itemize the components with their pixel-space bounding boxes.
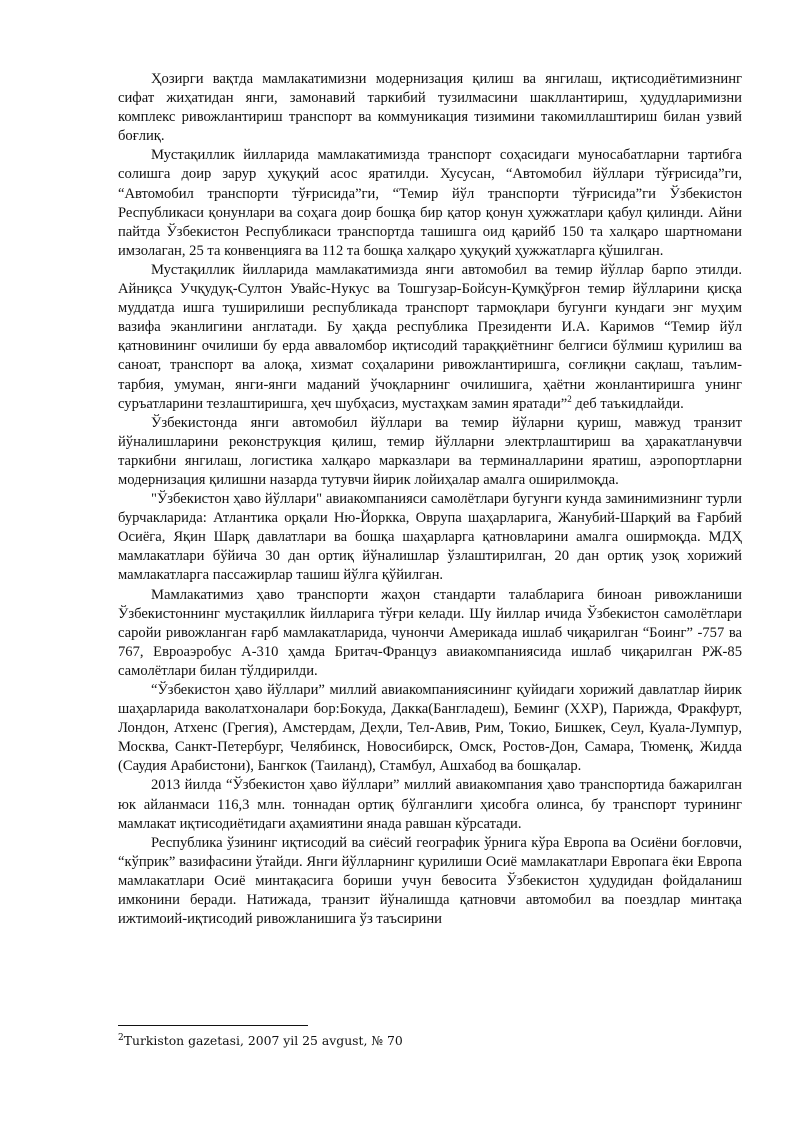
paragraph-4: Ўзбекистонда янги автомобил йўллари ва темир йўларни қуриш, мавжуд транзит йўналишларини реконструкция қилиш, темир йўлларни электрлаштириш ва ҳаракатланувчи таркибни янгилаш, логистика халқаро марказлари ва терминалларини яратиш, аэропортларни модернизация қилишни назарда тутувчи йирик лойиҳалар амалга оширилмоқда. [118, 414, 742, 488]
footnote-marker: 2 [118, 1032, 124, 1043]
paragraph-9: Республика ўзининг иқтисодий ва сиёсий географик ўрнига кўра Европа ва Осиёни боғловчи, “кўприк” вазифасини ўтайди. Янги йўлларнинг қурилиши Осиё мамлакатлари Европага ёки Европа мамлакатлари Осиё минтақасига бориши учун бевосита Ўзбекистон ҳудудидан фойдаланиш имконини беради. Натижада, транзит йўналишда қатновчи автомобил ва поездлар минтақа ижтимоий-иқтисодий ривожланишига ўз таъсирини [118, 834, 742, 928]
footnote-ref: 2 [567, 393, 572, 404]
paragraph-3-tail: деб таъкидлайди. [571, 395, 684, 412]
paragraph-3 [118, 261, 742, 414]
paragraph-6: Мамлакатимиз ҳаво транспорти жаҳон стандарти талабларига биноан ривожланиши Ўзбекистоннинг мустақиллик йилларига тўғри келади. Шу йиллар ичида Ўзбекистон самолётлари саройи ривожланган ғарб мамлакатларида, чунончи Америкада ишлаб чиқарилган “Боинг” -757 ва 767, Евроаэробус А-310 ҳамда Бритач-Француз авиакомпаниясида ишлаб чиқарилган РЖ-85 самолётлари билан тўлдирилди. [118, 586, 742, 679]
document-body [118, 70, 742, 929]
paragraph-2: Мустақиллик йилларида мамлакатимизда транспорт соҳасидаги муносабатларни тартибга солишга доир зарур ҳуқуқий асос яратилди. Хусусан, “Автомобил йўллари тўғрисида”ги, “Автомобил транспорти тўғрисида”ги, “Темир йўл транспорти тўғрисида”ги Ўзбекистон Республикаси қонунлари ва соҳага доир бошқа бир қатор қонун ҳужжатлари қабул қилинди. Айни пайтда Ўзбекистон Республикаси транспортда ташишга оид қарийб 150 та халқаро шартномани имзолаган, 25 та конвенцияга ва 112 та бошқа халқаро ҳуқуқий ҳужжатларга қўшилган. [118, 147, 742, 259]
paragraph-7: “Ўзбекистон ҳаво йўллари” миллий авиакомпаниясининг қуйидаги хорижий давлатлар йирик шаҳарларида ваколатхоналари бор:Бокуда, Дакка(Бангладеш), Беминг (ХХР), Парижда, Фракфурт, Лондон, Атхенс (Грегия), Амстердам, Деҳли, Тел-Авив, Рим, Токио, Бишкек, Сеул, Куала-Лумпур, Москва, Санкт-Петербург, Челябинск, Новосибирск, Омск, Ростов-Дон, Самара, Тюменқ, Жидда (Саудия Арабистони), Бангкок (Таиланд), Стамбул, Ашхабод ва бошқалар. [118, 682, 742, 775]
paragraph-5: "Ўзбекистон ҳаво йўллари" авиакомпанияси самолётлари бугунги кунда заминимизнинг турли бурчакларида: Атлантика орқали Ню-Йоркка, Оврупа шаҳарларига, Жанубий-Шарқий ва Ғарбий Осиёга, Яқин Шарқ давлатлари ва бошқа шаҳарларга қатновларини амалга оширмоқда. МДҲ мамлакатлари бўйича 30 дан ортиқ йўналишлар ўзлаштирилган, 20 дан ортиқ узоқ хорижий мамлакатларга пассажирлар ташиш йўлга қўйилган. [118, 491, 742, 584]
footnote [118, 1033, 742, 1049]
footnote-divider [118, 1025, 308, 1026]
paragraph-3-text: Мустақиллик йилларида мамлакатимизда янги автомобил ва темир йўллар барпо этилди. Айниқса Учқудуқ-Султон Увайс-Нукус ва Тошгузар-Бойсун-Қумқўрғон темир йўлларини қисқа муддатда ишга туширилиши республикада транспорт тармоқлари бугунги кундаги энг муҳим вазифа эканлигини англатади. Бу ҳақда республика Президенти И.А. Каримов “Темир йўл қатновининг очилиши бу ерда авваломбор иқтисодий тараққиётнинг белгиси бўлмиш қурилиш ва саноат, транспорт ва алоқа, хизмат соҳаларини ривожлантиришга, соғлиқни сақлаш, таълим-тарбия, умуман, янги-янги маданий ўчоқларнинг очилишига, ҳаётни жонлантиришга унинг суръатларини тезлаштиришга, ҳеч шубҳасиз, мустаҳкам замин яратади” [118, 261, 742, 412]
footnote-text: Turkiston gazetasi, 2007 yil 25 avgust, № 70 [123, 1033, 403, 1048]
paragraph-1: Ҳозирги вақтда мамлакатимизни модернизация қилиш ва янгилаш, иқтисодиётимизнинг сифат жиҳатидан янги, замонавий таркибий тузилмасини шакллантириш, ҳудудларимизни комплекс ривожлантириш транспорт ва коммуникация тизимини такомиллаштириш билан узвий боғлиқ. [118, 71, 742, 145]
paragraph-8: 2013 йилда “Ўзбекистон ҳаво йўллари” миллий авиакомпания ҳаво транспортида бажарилган юк айланмаси 116,3 млн. тоннадан ортиқ бўлганлиги ҳисобга олинса, бу транспорт турининг мамлакат иқтисодиётидаги аҳамиятини янада равшан кўрсатади. [118, 777, 742, 832]
